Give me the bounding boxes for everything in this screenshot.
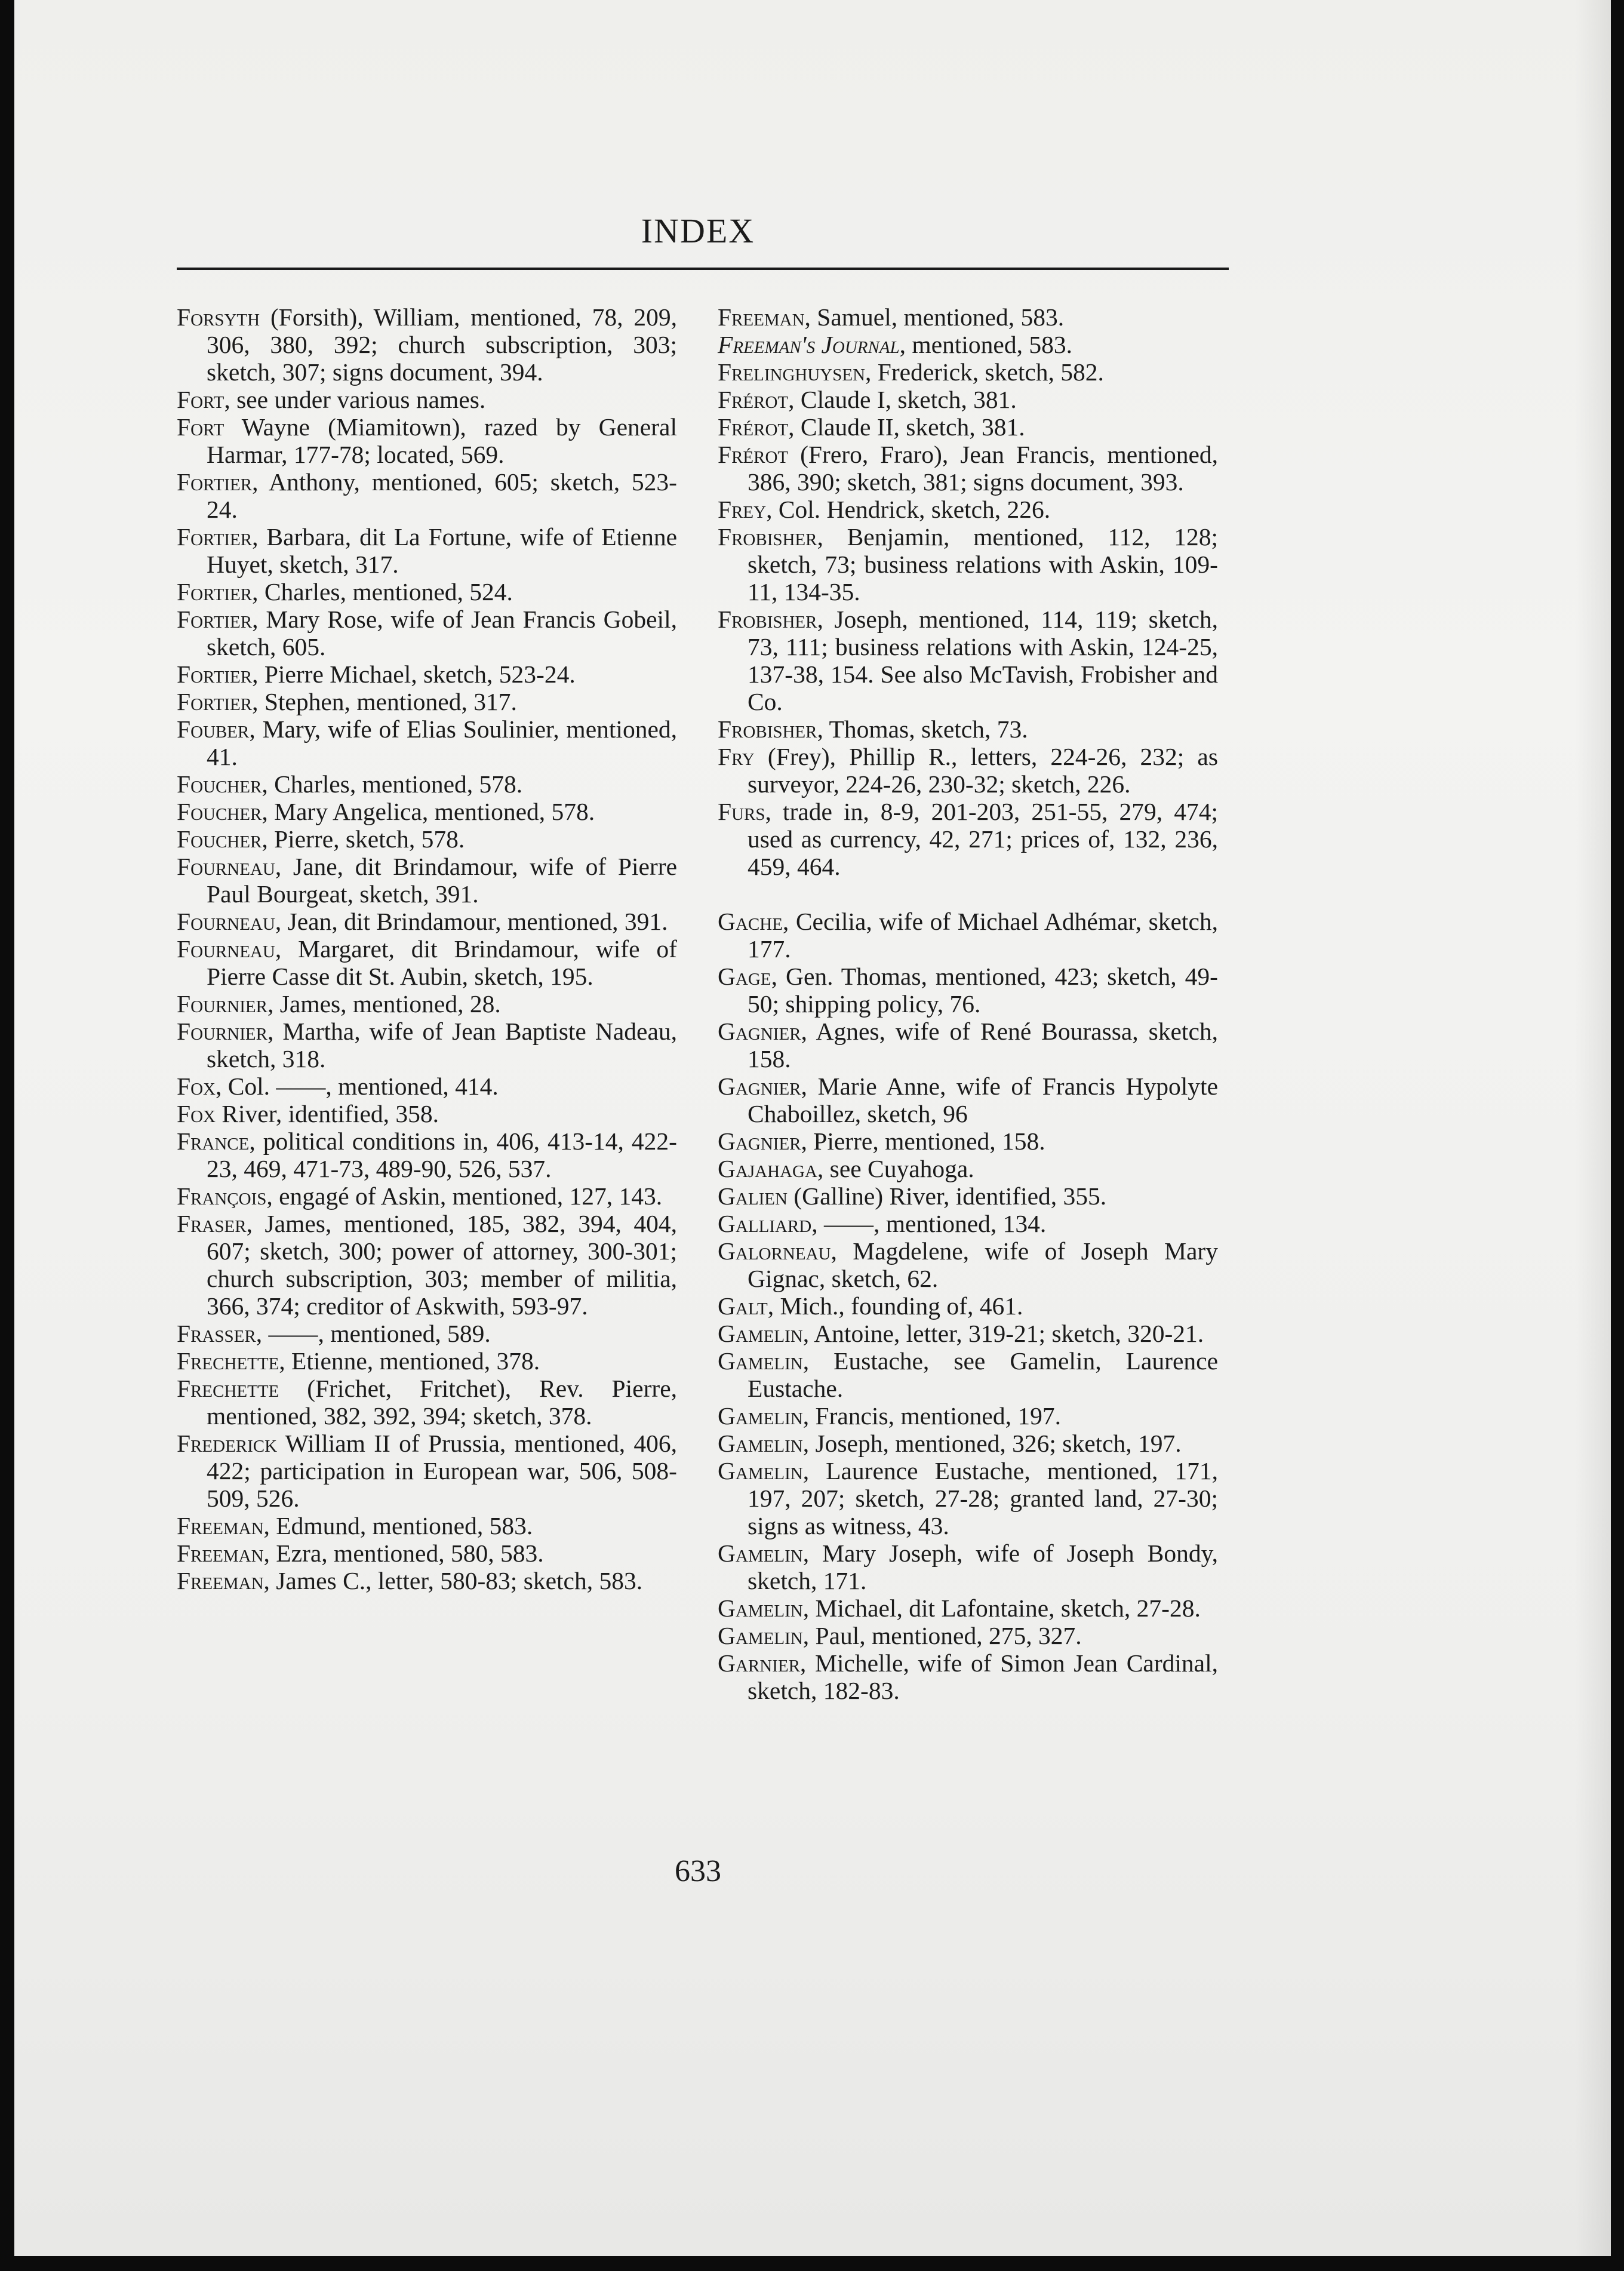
- page-number: 633: [675, 1854, 721, 1888]
- entry-text: , Martha, wife of Jean Baptiste Nadeau, sketch, 318.: [207, 1018, 677, 1072]
- index-entry: [718, 1292, 1218, 1320]
- index-entry: [718, 1347, 1218, 1402]
- entry-text: , Anthony, mentioned, 605; sketch, 523-24.: [207, 468, 677, 523]
- entry-heading: Freeman: [177, 1512, 264, 1539]
- entry-text: , Thomas, sketch, 73.: [817, 715, 1028, 743]
- entry-heading: Galt: [718, 1292, 768, 1320]
- entry-heading: Fortier: [177, 660, 253, 688]
- index-entry: [177, 935, 677, 990]
- entry-heading: Frechette: [177, 1347, 279, 1375]
- entry-heading: Galorneau: [718, 1237, 831, 1265]
- entry-heading: Fournier: [177, 990, 267, 1018]
- entry-text: , Charles, mentioned, 578.: [262, 770, 523, 798]
- entry-heading: Forsyth: [177, 303, 260, 331]
- entry-heading: Fox: [177, 1100, 216, 1127]
- index-entry: [718, 386, 1218, 413]
- entry-heading: Frobisher: [718, 523, 817, 551]
- entry-heading: Gajahaga: [718, 1155, 817, 1182]
- index-entry: [718, 413, 1218, 441]
- entry-text: , James C., letter, 580-83; sketch, 583.: [263, 1567, 643, 1594]
- index-entry: [177, 606, 677, 660]
- entry-heading: Fry: [718, 743, 755, 770]
- entry-text: , mentioned, 583.: [899, 331, 1072, 358]
- index-entry: [177, 468, 677, 523]
- index-entry: [177, 825, 677, 853]
- index-entry: [718, 743, 1218, 798]
- entry-text: , Mary Angelica, mentioned, 578.: [262, 798, 595, 825]
- index-entry: [718, 1594, 1218, 1622]
- entry-text: , Magdelene, wife of Joseph Mary Gignac, sketch, 62.: [748, 1237, 1218, 1292]
- index-entry: [718, 523, 1218, 606]
- entry-heading: Fourneau: [177, 935, 275, 963]
- entry-text: , Michael, dit Lafontaine, sketch, 27-28.: [802, 1594, 1201, 1622]
- entry-text: , Ezra, mentioned, 580, 583.: [263, 1539, 544, 1567]
- entry-text: (Frey), Phillip R., letters, 224-26, 232; as surveyor, 224-26, 230-32; sketch, 226.: [748, 743, 1218, 798]
- entry-heading: Fournier: [177, 1018, 267, 1045]
- entry-text: , Col. Hendrick, sketch, 226.: [766, 496, 1051, 523]
- entry-heading: Galien: [718, 1182, 788, 1210]
- index-entry: [177, 1347, 677, 1375]
- index-entry: [177, 990, 677, 1018]
- index-entry: [177, 1512, 677, 1539]
- entry-heading: Frobisher: [718, 606, 817, 633]
- page-title: INDEX: [641, 211, 755, 250]
- index-column-right: [718, 303, 1218, 1704]
- index-entry: [718, 1430, 1218, 1457]
- index-entry: [718, 496, 1218, 523]
- entry-text: , Stephen, mentioned, 317.: [252, 688, 517, 715]
- entry-text: , James, mentioned, 28.: [267, 990, 501, 1018]
- entry-text: , Francis, mentioned, 197.: [802, 1402, 1061, 1430]
- index-entry: [718, 1018, 1218, 1072]
- index-entry: [177, 1072, 677, 1100]
- entry-heading: Gamelin: [718, 1594, 803, 1622]
- entry-heading: Gamelin: [718, 1320, 803, 1347]
- entry-heading: Gamelin: [718, 1622, 803, 1649]
- entry-heading: Gamelin: [718, 1347, 803, 1375]
- entry-text: , Pierre, sketch, 578.: [262, 825, 465, 853]
- entry-text: , Paul, mentioned, 275, 327.: [802, 1622, 1082, 1649]
- entry-heading: Frasser: [177, 1320, 256, 1347]
- entry-text: , Edmund, mentioned, 583.: [263, 1512, 533, 1539]
- entry-text: , Barbara, dit La Fortune, wife of Etienne Huyet, sketch, 317.: [207, 523, 677, 578]
- entry-heading: Gamelin: [718, 1539, 803, 1567]
- index-entry: [177, 715, 677, 770]
- entry-heading: Fortier: [177, 606, 253, 633]
- entry-heading: Foucher: [177, 770, 262, 798]
- entry-heading: Frobisher: [718, 715, 817, 743]
- entry-heading: Frérot: [718, 441, 789, 468]
- entry-text: , trade in, 8-9, 201-203, 251-55, 279, 474; used as currency, 42, 271; prices of, 132, 236, 459, 464.: [748, 798, 1218, 880]
- index-column-left: [177, 303, 677, 1594]
- index-entry: [718, 1155, 1218, 1182]
- entry-heading: Fortier: [177, 578, 253, 606]
- entry-text: , Benjamin, mentioned, 112, 128; sketch, 73; business relations with Askin, 109-11, 134-35.: [748, 523, 1218, 606]
- entry-heading: Gagnier: [718, 1127, 801, 1155]
- entry-text: , Col. ——, mentioned, 414.: [215, 1072, 499, 1100]
- entry-heading: Freeman: [177, 1539, 264, 1567]
- entry-text: , political conditions in, 406, 413-14, 422-23, 469, 471-73, 489-90, 526, 537.: [207, 1127, 677, 1182]
- entry-heading: Fourneau: [177, 853, 275, 880]
- entry-heading: Frederick: [177, 1430, 278, 1457]
- index-entry: [177, 798, 677, 825]
- entry-heading: Gache: [718, 908, 783, 935]
- index-entry: [177, 770, 677, 798]
- index-entry: [718, 1622, 1218, 1649]
- entry-text: , ——, mentioned, 589.: [256, 1320, 491, 1347]
- index-entry: [718, 1127, 1218, 1155]
- entry-text: , Claude II, sketch, 381.: [788, 413, 1025, 441]
- entry-heading: Gagnier: [718, 1018, 801, 1045]
- entry-text: , Agnes, wife of René Bourassa, sketch, 158.: [748, 1018, 1218, 1072]
- index-entry: [177, 386, 677, 413]
- index-entry: [718, 358, 1218, 386]
- index-entry: [718, 1457, 1218, 1539]
- index-entry: [177, 1182, 677, 1210]
- entry-text: , Joseph, mentioned, 114, 119; sketch, 73, 111; business relations with Askin, 124-25, 137-38, 154. See also McTavish, Frobisher and Co.: [748, 606, 1218, 715]
- index-entry: [177, 660, 677, 688]
- entry-heading: Fort: [177, 386, 224, 413]
- entry-heading: Fouber: [177, 715, 250, 743]
- index-entry: [718, 303, 1218, 331]
- index-entry: [718, 1402, 1218, 1430]
- entry-heading: Fourneau: [177, 908, 275, 935]
- entry-heading: Fox: [177, 1072, 216, 1100]
- entry-heading: Freeman's Journal: [718, 331, 900, 358]
- entry-text: (Forsith), William, mentioned, 78, 209, 306, 380, 392; church subscription, 303; sketch, 307; signs document, 394.: [207, 303, 677, 386]
- entry-text: , ——, mentioned, 134.: [811, 1210, 1047, 1237]
- entry-text: , Frederick, sketch, 582.: [865, 358, 1104, 386]
- entry-heading: Frérot: [718, 386, 789, 413]
- index-entry: [718, 1237, 1218, 1292]
- index-entry: [177, 1320, 677, 1347]
- entry-text: , Eustache, see Gamelin, Laurence Eustache.: [748, 1347, 1218, 1402]
- entry-text: , Mich., founding of, 461.: [767, 1292, 1023, 1320]
- index-entry: [177, 1539, 677, 1567]
- entry-text: , Gen. Thomas, mentioned, 423; sketch, 49-50; shipping policy, 76.: [748, 963, 1218, 1018]
- index-entry: [177, 853, 677, 908]
- index-entry: [718, 606, 1218, 715]
- index-entry: [177, 303, 677, 386]
- entry-text: , Michelle, wife of Simon Jean Cardinal, sketch, 182-83.: [748, 1649, 1218, 1704]
- entry-text: , Laurence Eustache, mentioned, 171, 197, 207; sketch, 27-28; granted land, 27-30; signs as witness, 43.: [748, 1457, 1218, 1539]
- entry-text: , Charles, mentioned, 524.: [252, 578, 513, 606]
- entry-text: River, identified, 358.: [215, 1100, 439, 1127]
- entry-heading: Galliard: [718, 1210, 812, 1237]
- entry-heading: Foucher: [177, 798, 262, 825]
- index-entry: [177, 688, 677, 715]
- entry-text: , Jane, dit Brindamour, wife of Pierre Paul Bourgeat, sketch, 391.: [207, 853, 677, 908]
- entry-text: (Frichet, Fritchet), Rev. Pierre, mentioned, 382, 392, 394; sketch, 378.: [207, 1375, 677, 1430]
- index-entry: [718, 1210, 1218, 1237]
- index-entry: [177, 1100, 677, 1127]
- entry-text: (Galline) River, identified, 355.: [787, 1182, 1107, 1210]
- entry-heading: Foucher: [177, 825, 262, 853]
- entry-heading: Frelinghuysen: [718, 358, 866, 386]
- index-entry: [177, 1430, 677, 1512]
- entry-text: , Samuel, mentioned, 583.: [804, 303, 1065, 331]
- entry-text: (Frero, Fraro), Jean Francis, mentioned, 386, 390; sketch, 381; signs document, 393.: [748, 441, 1218, 496]
- index-entry: [718, 798, 1218, 880]
- entry-text: , Pierre, mentioned, 158.: [801, 1127, 1045, 1155]
- entry-text: , see under various names.: [224, 386, 486, 413]
- index-entry: [177, 1567, 677, 1594]
- entry-text: , Antoine, letter, 319-21; sketch, 320-21.: [802, 1320, 1204, 1347]
- entry-heading: Gamelin: [718, 1430, 803, 1457]
- entry-heading: Frechette: [177, 1375, 279, 1402]
- index-entry: [177, 1127, 677, 1182]
- entry-text: , see Cuyahoga.: [817, 1155, 974, 1182]
- entry-heading: François: [177, 1182, 267, 1210]
- entry-heading: Freeman: [177, 1567, 264, 1594]
- entry-text: , engagé of Askin, mentioned, 127, 143.: [266, 1182, 663, 1210]
- entry-text: , Jean, dit Brindamour, mentioned, 391.: [275, 908, 668, 935]
- index-entry: [177, 578, 677, 606]
- index-entry: [718, 908, 1218, 963]
- entry-heading: Gagnier: [718, 1072, 801, 1100]
- entry-heading: Gamelin: [718, 1402, 803, 1430]
- entry-text: , Margaret, dit Brindamour, wife of Pierre Casse dit St. Aubin, sketch, 195.: [207, 935, 677, 990]
- index-entry: [177, 1375, 677, 1430]
- entry-heading: Garnier: [718, 1649, 800, 1677]
- entry-text: , Pierre Michael, sketch, 523-24.: [252, 660, 576, 688]
- entry-text: , Mary Joseph, wife of Joseph Bondy, sketch, 171.: [748, 1539, 1218, 1594]
- index-page: [14, 0, 1611, 2256]
- entry-heading: France: [177, 1127, 250, 1155]
- entry-text: , Claude I, sketch, 381.: [788, 386, 1017, 413]
- entry-heading: Fortier: [177, 523, 253, 551]
- entry-heading: Gamelin: [718, 1457, 803, 1485]
- index-entry: [718, 1182, 1218, 1210]
- entry-heading: Fort: [177, 413, 224, 441]
- entry-text: , Cecilia, wife of Michael Adhémar, sketch, 177.: [748, 908, 1218, 963]
- entry-heading: Frey: [718, 496, 767, 523]
- entry-text: , James, mentioned, 185, 382, 394, 404, 607; sketch, 300; power of attorney, 300-301; church subscription, 303; member of militia, 366, 374; creditor of Askwith, 593-97.: [207, 1210, 677, 1320]
- index-entry: [718, 715, 1218, 743]
- index-entry: [718, 1072, 1218, 1127]
- index-entry: [718, 963, 1218, 1018]
- entry-text: Wayne (Miamitown), razed by General Harmar, 177-78; located, 569.: [207, 413, 677, 468]
- entry-heading: Frérot: [718, 413, 789, 441]
- index-entry: [718, 441, 1218, 496]
- entry-text: , Mary, wife of Elias Soulinier, mentioned, 41.: [207, 715, 677, 770]
- index-entry: [177, 523, 677, 578]
- index-entry: [718, 331, 1218, 358]
- entry-heading: Gage: [718, 963, 771, 990]
- entry-heading: Fraser: [177, 1210, 247, 1237]
- index-entry: [718, 1320, 1218, 1347]
- entry-heading: Furs: [718, 798, 765, 825]
- index-entry: [177, 413, 677, 468]
- index-entry: [177, 1210, 677, 1320]
- index-entry: [177, 1018, 677, 1072]
- index-entry: [718, 1649, 1218, 1704]
- entry-heading: Fortier: [177, 688, 253, 715]
- entry-heading: Fortier: [177, 468, 253, 496]
- index-entry: [177, 908, 677, 935]
- title-rule: [177, 268, 1229, 270]
- entry-text: , Mary Rose, wife of Jean Francis Gobeil, sketch, 605.: [207, 606, 677, 660]
- entry-heading: Freeman: [718, 303, 805, 331]
- entry-text: , Marie Anne, wife of Francis Hypolyte Chaboillez, sketch, 96: [748, 1072, 1218, 1127]
- entry-text: William II of Prussia, mentioned, 406, 422; participation in European war, 506, 508-509, 526.: [207, 1430, 677, 1512]
- index-entry: [718, 1539, 1218, 1594]
- entry-text: , Joseph, mentioned, 326; sketch, 197.: [802, 1430, 1182, 1457]
- entry-text: , Etienne, mentioned, 378.: [279, 1347, 540, 1375]
